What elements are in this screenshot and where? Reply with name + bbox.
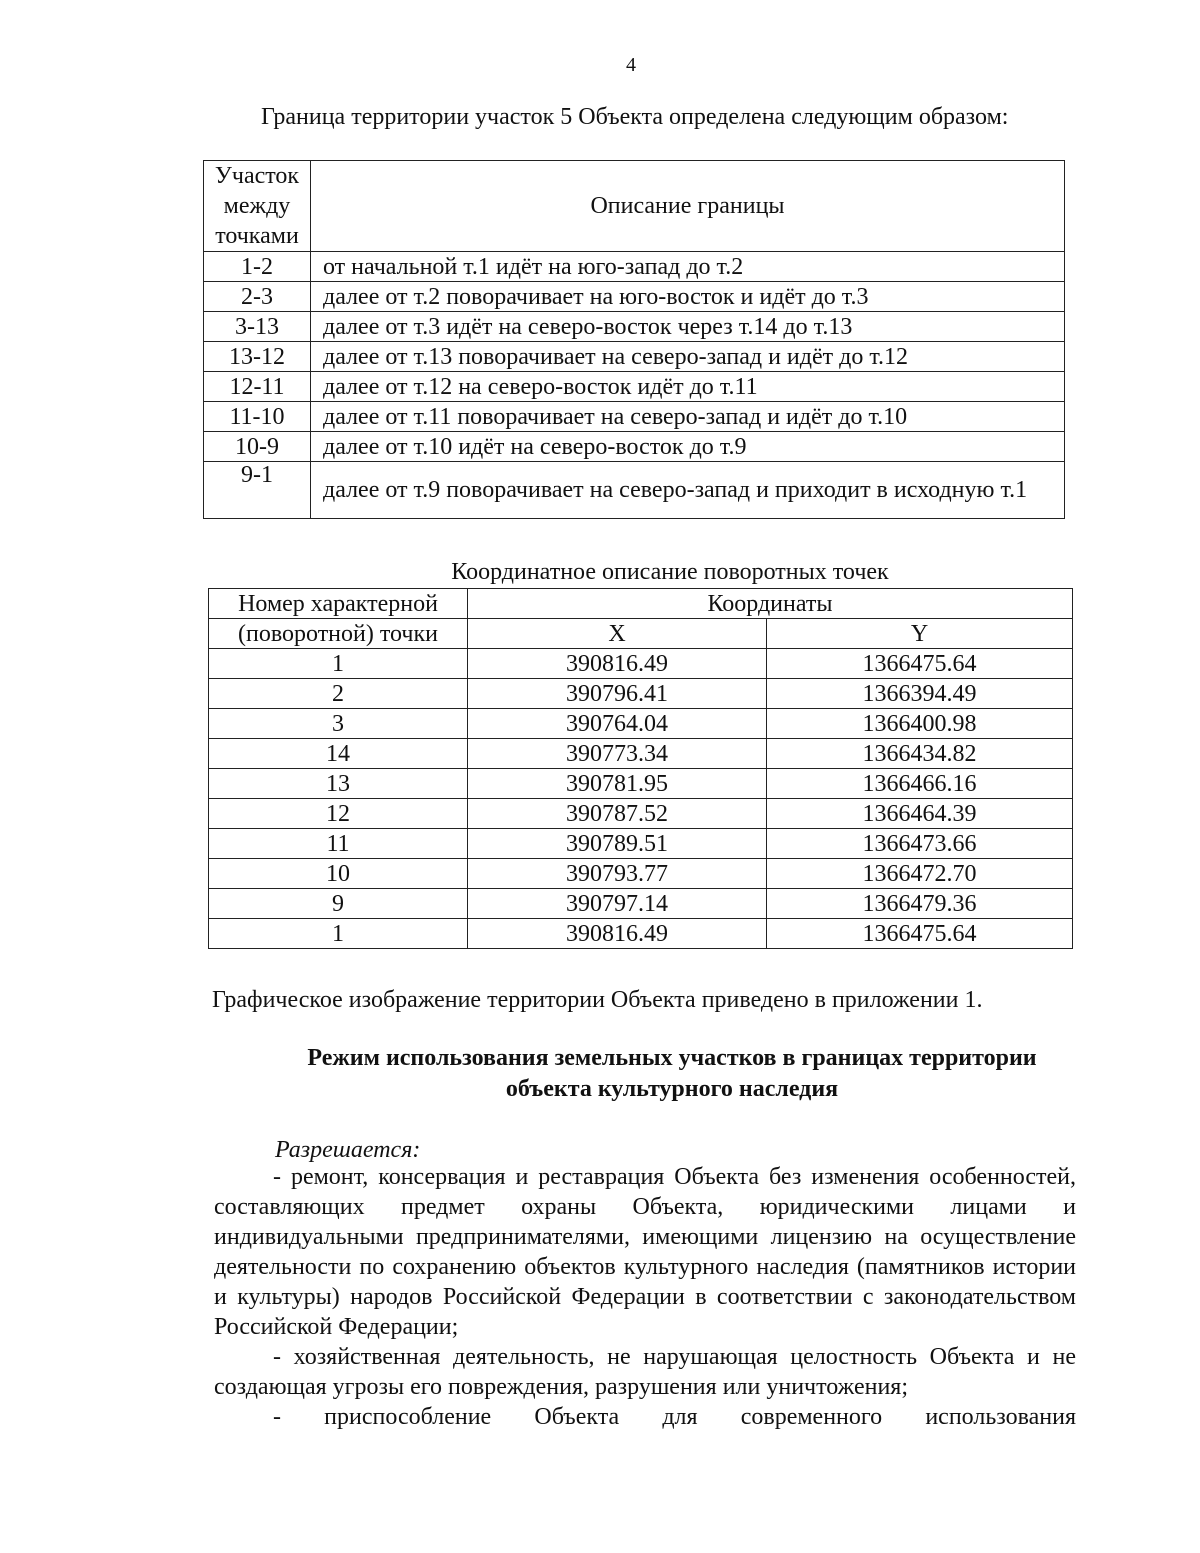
boundary-table	[203, 160, 1065, 519]
coords-y: 1366400.98	[767, 709, 1073, 739]
boundary-segment: 13-12	[204, 342, 311, 372]
boundary-segment: 12-11	[204, 372, 311, 402]
boundary-segment: 10-9	[204, 432, 311, 462]
coords-row	[209, 739, 1073, 769]
coords-y: 1366475.64	[767, 649, 1073, 679]
coords-point: 14	[209, 739, 468, 769]
boundary-segment: 3-13	[204, 312, 311, 342]
boundary-row	[204, 312, 1065, 342]
boundary-segment: 1-2	[204, 252, 311, 282]
section-heading: Режим использования земельных участков в границах территории объекта культурного наследия	[307, 1045, 1037, 1102]
coords-y: 1366434.82	[767, 739, 1073, 769]
header-y: Y	[767, 619, 1073, 649]
boundary-description: далее от т.9 поворачивает на северо-запад и приходит в исходную т.1	[311, 462, 1065, 519]
coords-x: 390793.77	[468, 859, 767, 889]
coords-point: 2	[209, 679, 468, 709]
intro-text: Граница территории участок 5 Объекта определена следующим образом:	[261, 104, 1009, 130]
paragraph-restoration: - ремонт, консервация и реставрация Объекта без изменения особенностей, составляющих предмет охраны Объекта, юридическими лицами и индивидуальными предпринимателями, имеющими лицензию на осуществление деятельности по сохранению объектов культурного наследия (памятников истории и культуры) народов Российской Федерации в соответствии с законодательством Российской Федерации;	[214, 1164, 1076, 1340]
coords-y: 1366394.49	[767, 679, 1073, 709]
coords-y: 1366479.36	[767, 889, 1073, 919]
coords-caption: Координатное описание поворотных точек	[451, 559, 889, 585]
coords-row	[209, 649, 1073, 679]
boundary-row	[204, 342, 1065, 372]
coords-y: 1366466.16	[767, 769, 1073, 799]
allowed-label: Разрешается:	[275, 1137, 421, 1163]
coords-header-row-1	[209, 589, 1073, 619]
coords-point: 12	[209, 799, 468, 829]
paragraph-adaptation: - приспособление Объекта для современного использования	[273, 1404, 1076, 1430]
coords-x: 390781.95	[468, 769, 767, 799]
header-x: X	[468, 619, 767, 649]
boundary-description: далее от т.3 идёт на северо-восток через т.14 до т.13	[311, 312, 1065, 342]
coords-row	[209, 829, 1073, 859]
boundary-segment: 2-3	[204, 282, 311, 312]
coords-row	[209, 919, 1073, 949]
coords-y: 1366475.64	[767, 919, 1073, 949]
coords-row	[209, 709, 1073, 739]
boundary-row	[204, 282, 1065, 312]
coords-point: 1	[209, 649, 468, 679]
coords-point: 13	[209, 769, 468, 799]
page-number: 4	[626, 54, 636, 76]
header-point-line1: Номер характерной	[209, 589, 468, 619]
boundary-description: далее от т.13 поворачивает на северо-запад и идёт до т.12	[311, 342, 1065, 372]
coords-x: 390789.51	[468, 829, 767, 859]
header-segment-text: Участок между точками	[214, 163, 300, 249]
coords-x: 390796.41	[468, 679, 767, 709]
coords-point: 9	[209, 889, 468, 919]
boundary-row	[204, 432, 1065, 462]
coords-x: 390797.14	[468, 889, 767, 919]
header-description: Описание границы	[311, 161, 1065, 252]
boundary-description: от начальной т.1 идёт на юго-запад до т.2	[311, 252, 1065, 282]
coords-x: 390816.49	[468, 649, 767, 679]
header-coords: Координаты	[468, 589, 1073, 619]
coords-point: 11	[209, 829, 468, 859]
coords-point: 3	[209, 709, 468, 739]
boundary-description: далее от т.11 поворачивает на северо-запад и идёт до т.10	[311, 402, 1065, 432]
coords-row	[209, 859, 1073, 889]
coords-row	[209, 769, 1073, 799]
boundary-row	[204, 372, 1065, 402]
coords-x: 390787.52	[468, 799, 767, 829]
coords-y: 1366464.39	[767, 799, 1073, 829]
boundary-description: далее от т.12 на северо-восток идёт до т.11	[311, 372, 1065, 402]
boundary-row	[204, 462, 1065, 519]
coords-x: 390773.34	[468, 739, 767, 769]
boundary-row	[204, 402, 1065, 432]
boundary-table-header	[204, 161, 1065, 252]
coords-row	[209, 889, 1073, 919]
boundary-segment: 11-10	[204, 402, 311, 432]
boundary-description: далее от т.10 идёт на северо-восток до т.9	[311, 432, 1065, 462]
coords-x: 390764.04	[468, 709, 767, 739]
boundary-row	[204, 252, 1065, 282]
coords-x: 390816.49	[468, 919, 767, 949]
header-segment	[204, 161, 311, 252]
boundary-description: далее от т.2 поворачивает на юго-восток и идёт до т.3	[311, 282, 1065, 312]
coords-point: 1	[209, 919, 468, 949]
coords-row	[209, 799, 1073, 829]
coords-y: 1366472.70	[767, 859, 1073, 889]
graphic-note: Графическое изображение территории Объекта приведено в приложении 1.	[212, 987, 983, 1013]
paragraph-economic-activity: - хозяйственная деятельность, не нарушающая целостность Объекта и не создающая угрозы его повреждения, разрушения или уничтожения;	[214, 1344, 1076, 1400]
coords-table	[208, 588, 1073, 949]
coords-y: 1366473.66	[767, 829, 1073, 859]
header-point-line2: (поворотной) точки	[209, 619, 468, 649]
coords-header-row-2	[209, 619, 1073, 649]
boundary-segment: 9-1	[204, 462, 311, 519]
coords-row	[209, 679, 1073, 709]
coords-point: 10	[209, 859, 468, 889]
